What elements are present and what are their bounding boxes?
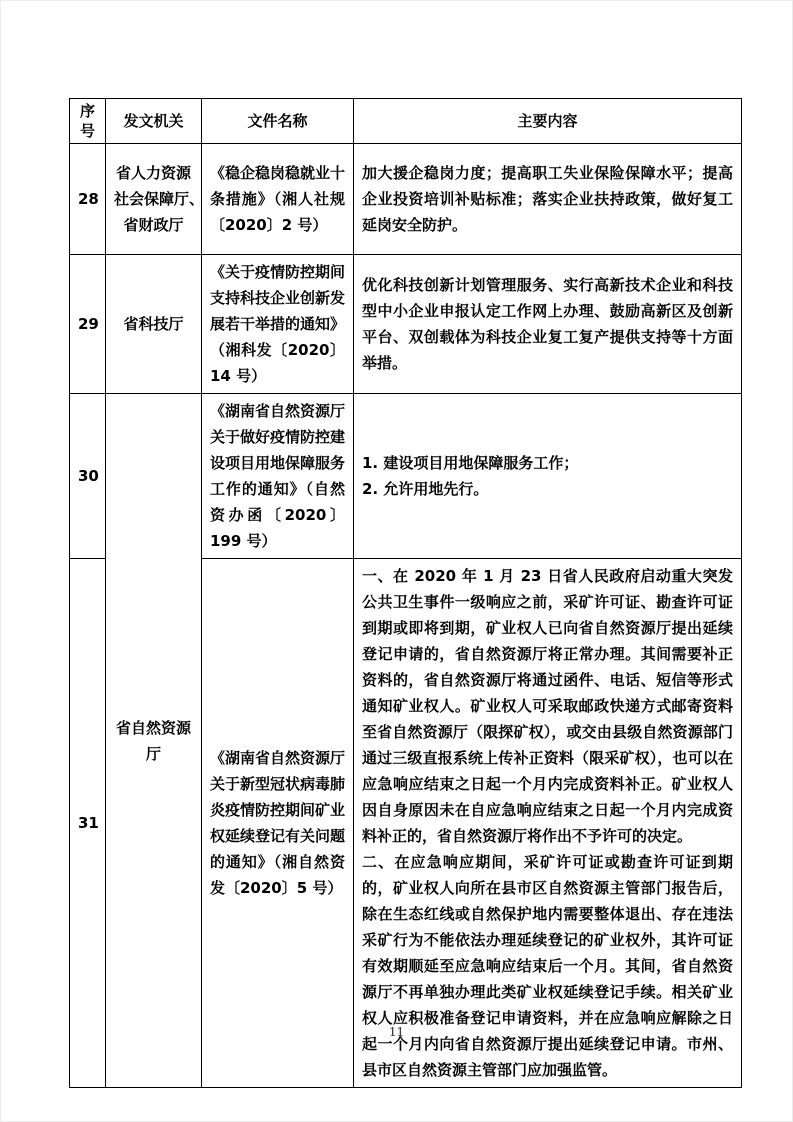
cell-main-content xyxy=(354,394,742,559)
cell-main-content xyxy=(354,559,742,1088)
col-header-agency: 发文机关 xyxy=(106,99,202,144)
table-row xyxy=(70,394,742,559)
col-header-doc-title: 文件名称 xyxy=(202,99,354,144)
cell-doc-title: 《关于疫情防控期间支持科技企业创新发展若干举措的通知》（湘科发〔2020〕14 号） xyxy=(202,255,354,394)
col-header-content: 主要内容 xyxy=(354,99,742,144)
table-row xyxy=(70,255,742,394)
cell-row-number: 30 xyxy=(70,394,106,559)
agency-line: 省财政厅 xyxy=(123,216,184,234)
cell-doc-title: 《湖南省自然资源厅关于新型冠状病毒肺炎疫情防控期间矿业权延续登记有关问题的通知》（湘自然资发〔2020〕5 号） xyxy=(202,559,354,1088)
cell-doc-title: 《稳企稳岗稳就业十条措施》（湘人社规〔2020〕2 号） xyxy=(202,144,354,255)
content-line: 1. 建设项目用地保障服务工作； xyxy=(362,454,579,472)
cell-doc-title: 《湖南省自然资源厅关于做好疫情防控建设项目用地保障服务工作的通知》（自然资办函〔2020〕199 号） xyxy=(202,394,354,559)
content-line: 2. 允许用地先行。 xyxy=(362,480,489,498)
cell-agency-merged: 省自然资源厅 xyxy=(106,394,202,1088)
cell-row-number: 31 xyxy=(70,559,106,1088)
cell-agency: 省科技厅 xyxy=(106,255,202,394)
table-header-row xyxy=(70,99,742,144)
content-paragraph: 一、在 2020 年 1 月 23 日省人民政府启动重大突发公共卫生事件一级响应之前，采矿许可证、勘查许可证到期或即将到期，矿业权人已向省自然资源厅提出延续登记申请的，省自然资源厅将正常办理。其间需要补正资料的，省自然资源厅将通过函件、电话、短信等形式通知矿业权人。矿业权人可采取邮政快递方式邮寄资料至省自然资源厅（限探矿权），或交由县级自然资源部门通过三级直报系统上传补正资料（限采矿权），也可以在应急响应结束之日起一个月内完成资料补正。矿业权人因自身原因未在自应急响应结束之日起一个月内完成资料补正的，省自然资源厅将作出不予许可的决定。 xyxy=(362,567,733,845)
col-header-no: 序号 xyxy=(70,99,106,144)
documents-table xyxy=(69,98,742,1088)
cell-row-number: 28 xyxy=(70,144,106,255)
content-paragraph: 二、在应急响应期间，采矿许可证或勘查许可证到期的，矿业权人向所在县市区自然资源主管部门报告后，除在生态红线或自然保护地内需要整体退出、存在违法采矿行为不能依法办理延续登记的矿业权外，其许可证有效期顺延至应急响应结束后一个月。其间，省自然资源厅不再单独办理此类矿业权延续登记手续。相关矿业权人应积极准备登记申请资料，并在应急响应解除之日起一个月内向省自然资源厅提出延续登记申请。市州、县市区自然资源主管部门应加强监管。 xyxy=(362,853,733,1079)
cell-agency xyxy=(106,144,205,255)
agency-line: 省人力资源 xyxy=(115,164,191,182)
agency-line: 社会保障厅、 xyxy=(114,190,205,208)
page-number: 11 xyxy=(388,1025,405,1039)
table-row xyxy=(70,144,742,255)
cell-main-content: 优化科技创新计划管理服务、实行高新技术企业和科技型中小企业申报认定工作网上办理、鼓励高新区及创新平台、双创载体为科技企业复工复产提供支持等十方面举措。 xyxy=(354,255,742,394)
cell-row-number: 29 xyxy=(70,255,106,394)
cell-main-content: 加大援企稳岗力度；提高职工失业保险保障水平；提高企业投资培训补贴标准；落实企业扶持政策，做好复工延岗安全防护。 xyxy=(354,144,742,255)
